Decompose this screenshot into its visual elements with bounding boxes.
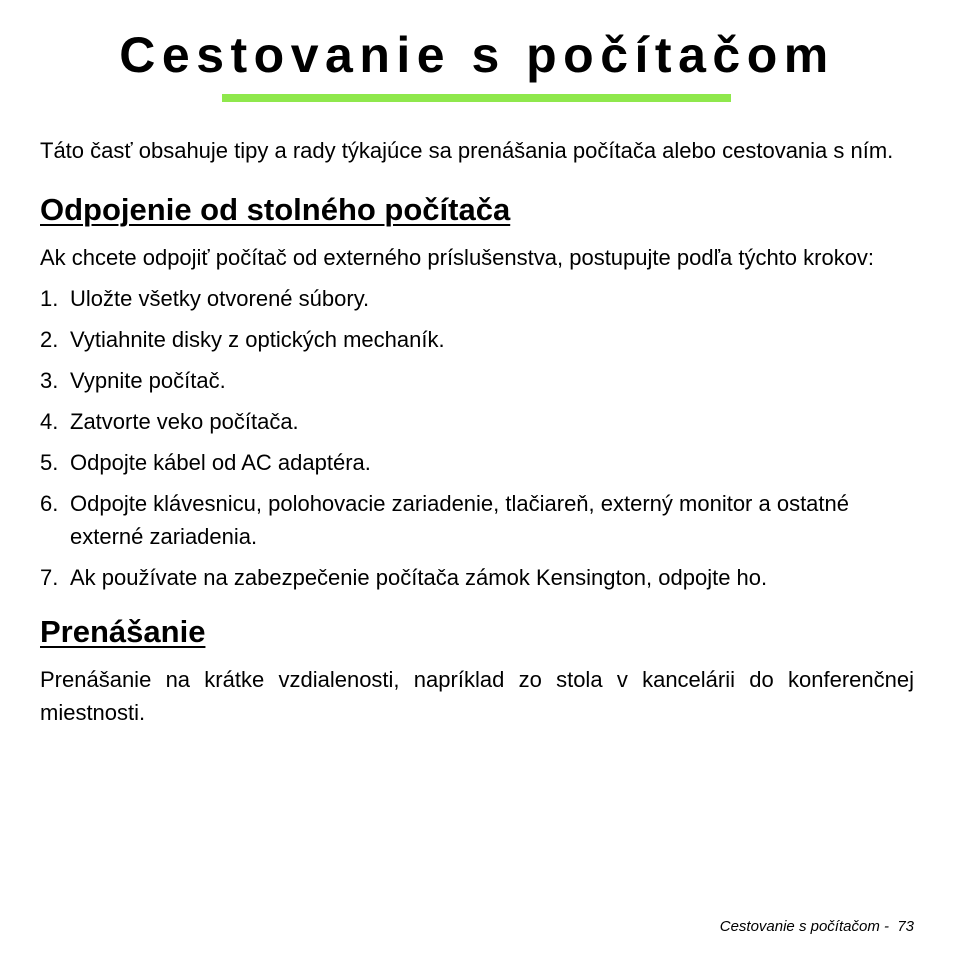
step-number: 5.: [40, 450, 59, 475]
step-number: 7.: [40, 565, 59, 590]
section-heading-moving: Prenášanie: [40, 614, 206, 649]
step-text: Uložte všetky otvorené súbory.: [70, 286, 370, 311]
section-heading-disconnect: Odpojenie od stolného počítača: [40, 192, 511, 227]
step-text: Ak používate na zabezpečenie počítača zámok Kensington, odpojte ho.: [70, 565, 768, 590]
step-text: Odpojte kábel od AC adaptéra.: [70, 450, 371, 475]
page-content: [40, 134, 914, 729]
step-text: Vypnite počítač.: [70, 368, 226, 393]
footer-section-title: Cestovanie s počítačom: [719, 918, 880, 935]
step-number: 4.: [40, 409, 59, 434]
step-number: 2.: [40, 327, 59, 352]
page-footer: [720, 916, 914, 938]
disconnect-lead-paragraph: Ak chcete odpojiť počítač od externého príslušenstva, postupujte podľa týchto krokov:: [40, 245, 875, 270]
step-number: 6.: [40, 491, 59, 516]
step-number: 1.: [40, 286, 59, 311]
list-item: [40, 446, 914, 479]
intro-paragraph: Táto časť obsahuje tipy a rady týkajúce sa prenášania počítača alebo cestovania s ním.: [40, 138, 894, 163]
list-item: [40, 487, 914, 553]
moving-paragraph: Prenášanie na krátke vzdialenosti, napríklad zo stola v kancelárii do konferenčnej miestnosti.: [40, 667, 914, 725]
step-text: Zatvorte veko počítača.: [70, 409, 299, 434]
list-item: [40, 561, 914, 594]
list-item: [40, 364, 914, 397]
list-item: [40, 323, 914, 356]
step-text: Vytiahnite disky z optických mechaník.: [70, 327, 445, 352]
step-text: Odpojte klávesnicu, polohovacie zariadenie, tlačiareň, externý monitor a ostatné externé zariadenia.: [70, 491, 850, 549]
list-item: [40, 405, 914, 438]
page-title: Cestovanie s počítačom: [119, 27, 835, 83]
disconnect-steps-list: [40, 282, 914, 594]
title-underline-rule: [222, 94, 731, 102]
footer-separator: -: [879, 918, 898, 935]
footer-page-number: 73: [897, 918, 914, 935]
list-item: [40, 282, 914, 315]
step-number: 3.: [40, 368, 59, 393]
